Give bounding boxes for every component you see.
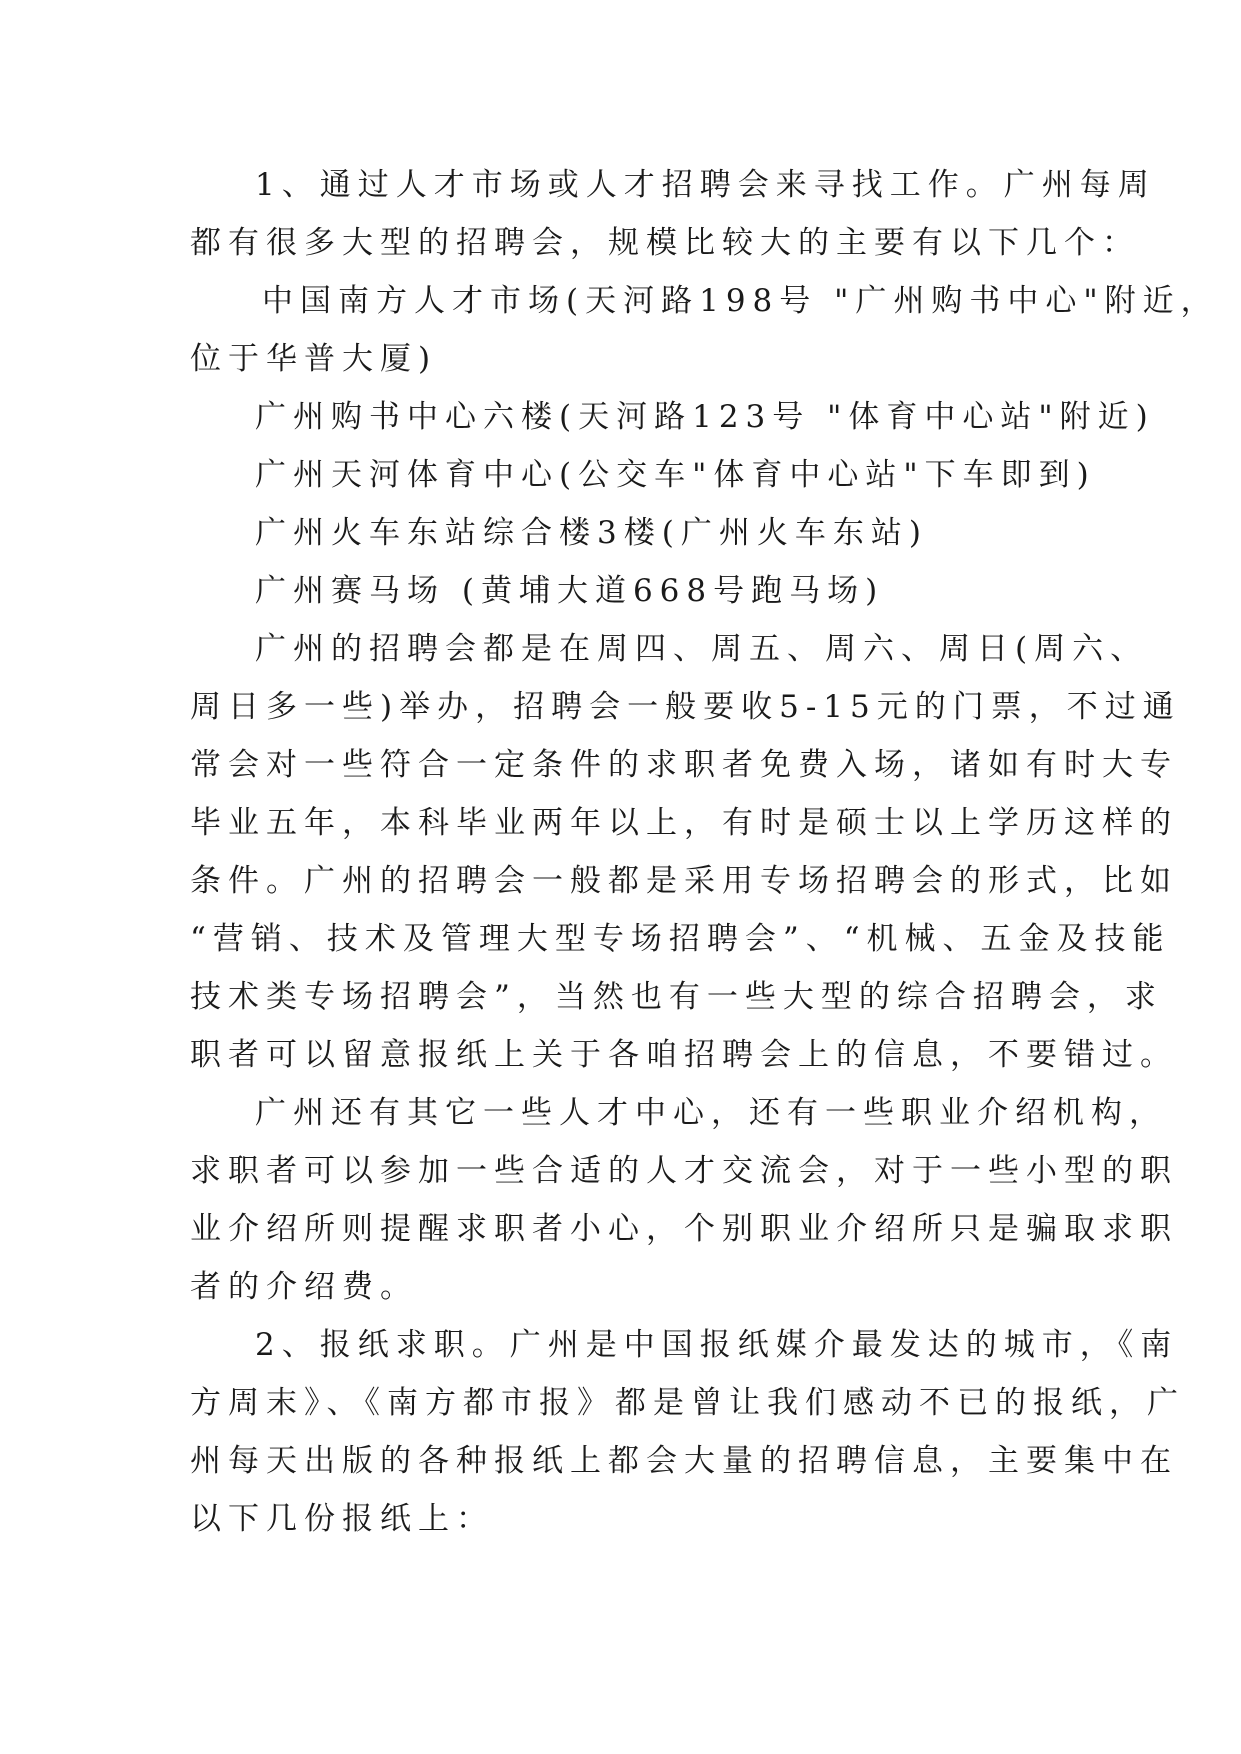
text-line: 广州的招聘会都是在周四、周五、周六、周日(周六、 (255, 631, 1149, 667)
text-line: 者的介绍费。 (190, 1269, 418, 1305)
text-line: 广州赛马场 (黄埔大道668号跑马场) (255, 573, 885, 609)
text-line: 业介绍所则提醒求职者小心，个别职业介绍所只是骗取求职 (190, 1211, 1178, 1247)
text-line: 方周末》、《南方都市报》都是曾让我们感动不已的报纸，广 (190, 1385, 1185, 1421)
text-line: 1、通过人才市场或人才招聘会来寻找工作。广州每周 (255, 167, 1156, 203)
text-line: 条件。广州的招聘会一般都是采用专场招聘会的形式，比如 (190, 863, 1178, 899)
text-line: 以下几份报纸上： (190, 1501, 494, 1537)
text-line: 技术类专场招聘会”，当然也有一些大型的综合招聘会，求 (190, 979, 1163, 1015)
text-line: 州每天出版的各种报纸上都会大量的招聘信息，主要集中在 (190, 1443, 1178, 1479)
text-line: 常会对一些符合一定条件的求职者免费入场，诸如有时大专 (190, 747, 1178, 783)
text-line: 周日多一些)举办，招聘会一般要收5-15元的门票，不过通 (190, 689, 1181, 725)
text-line: 中国南方人才市场(天河路198号 "广州购书中心"附近， (262, 283, 1219, 319)
text-line: 位于华普大厦) (190, 341, 438, 377)
text-line: “营销、技术及管理大型专场招聘会”、“机械、五金及技能 (190, 921, 1171, 957)
text-line: 广州还有其它一些人才中心，还有一些职业介绍机构， (255, 1095, 1167, 1131)
text-line: 广州火车东站综合楼3楼(广州火车东站) (255, 515, 928, 551)
text-line: 2、报纸求职。广州是中国报纸媒介最发达的城市，《南 (255, 1327, 1179, 1363)
text-line: 广州购书中心六楼(天河路123号 "体育中心站"附近) (255, 399, 1155, 435)
text-line: 都有很多大型的招聘会，规模比较大的主要有以下几个： (190, 225, 1140, 261)
text-line: 求职者可以参加一些合适的人才交流会，对于一些小型的职 (190, 1153, 1178, 1189)
text-line: 广州天河体育中心(公交车"体育中心站"下车即到) (255, 457, 1096, 493)
text-line: 职者可以留意报纸上关于各咱招聘会上的信息，不要错过。 (190, 1037, 1178, 1073)
text-line: 毕业五年，本科毕业两年以上，有时是硕士以上学历这样的 (190, 805, 1178, 841)
